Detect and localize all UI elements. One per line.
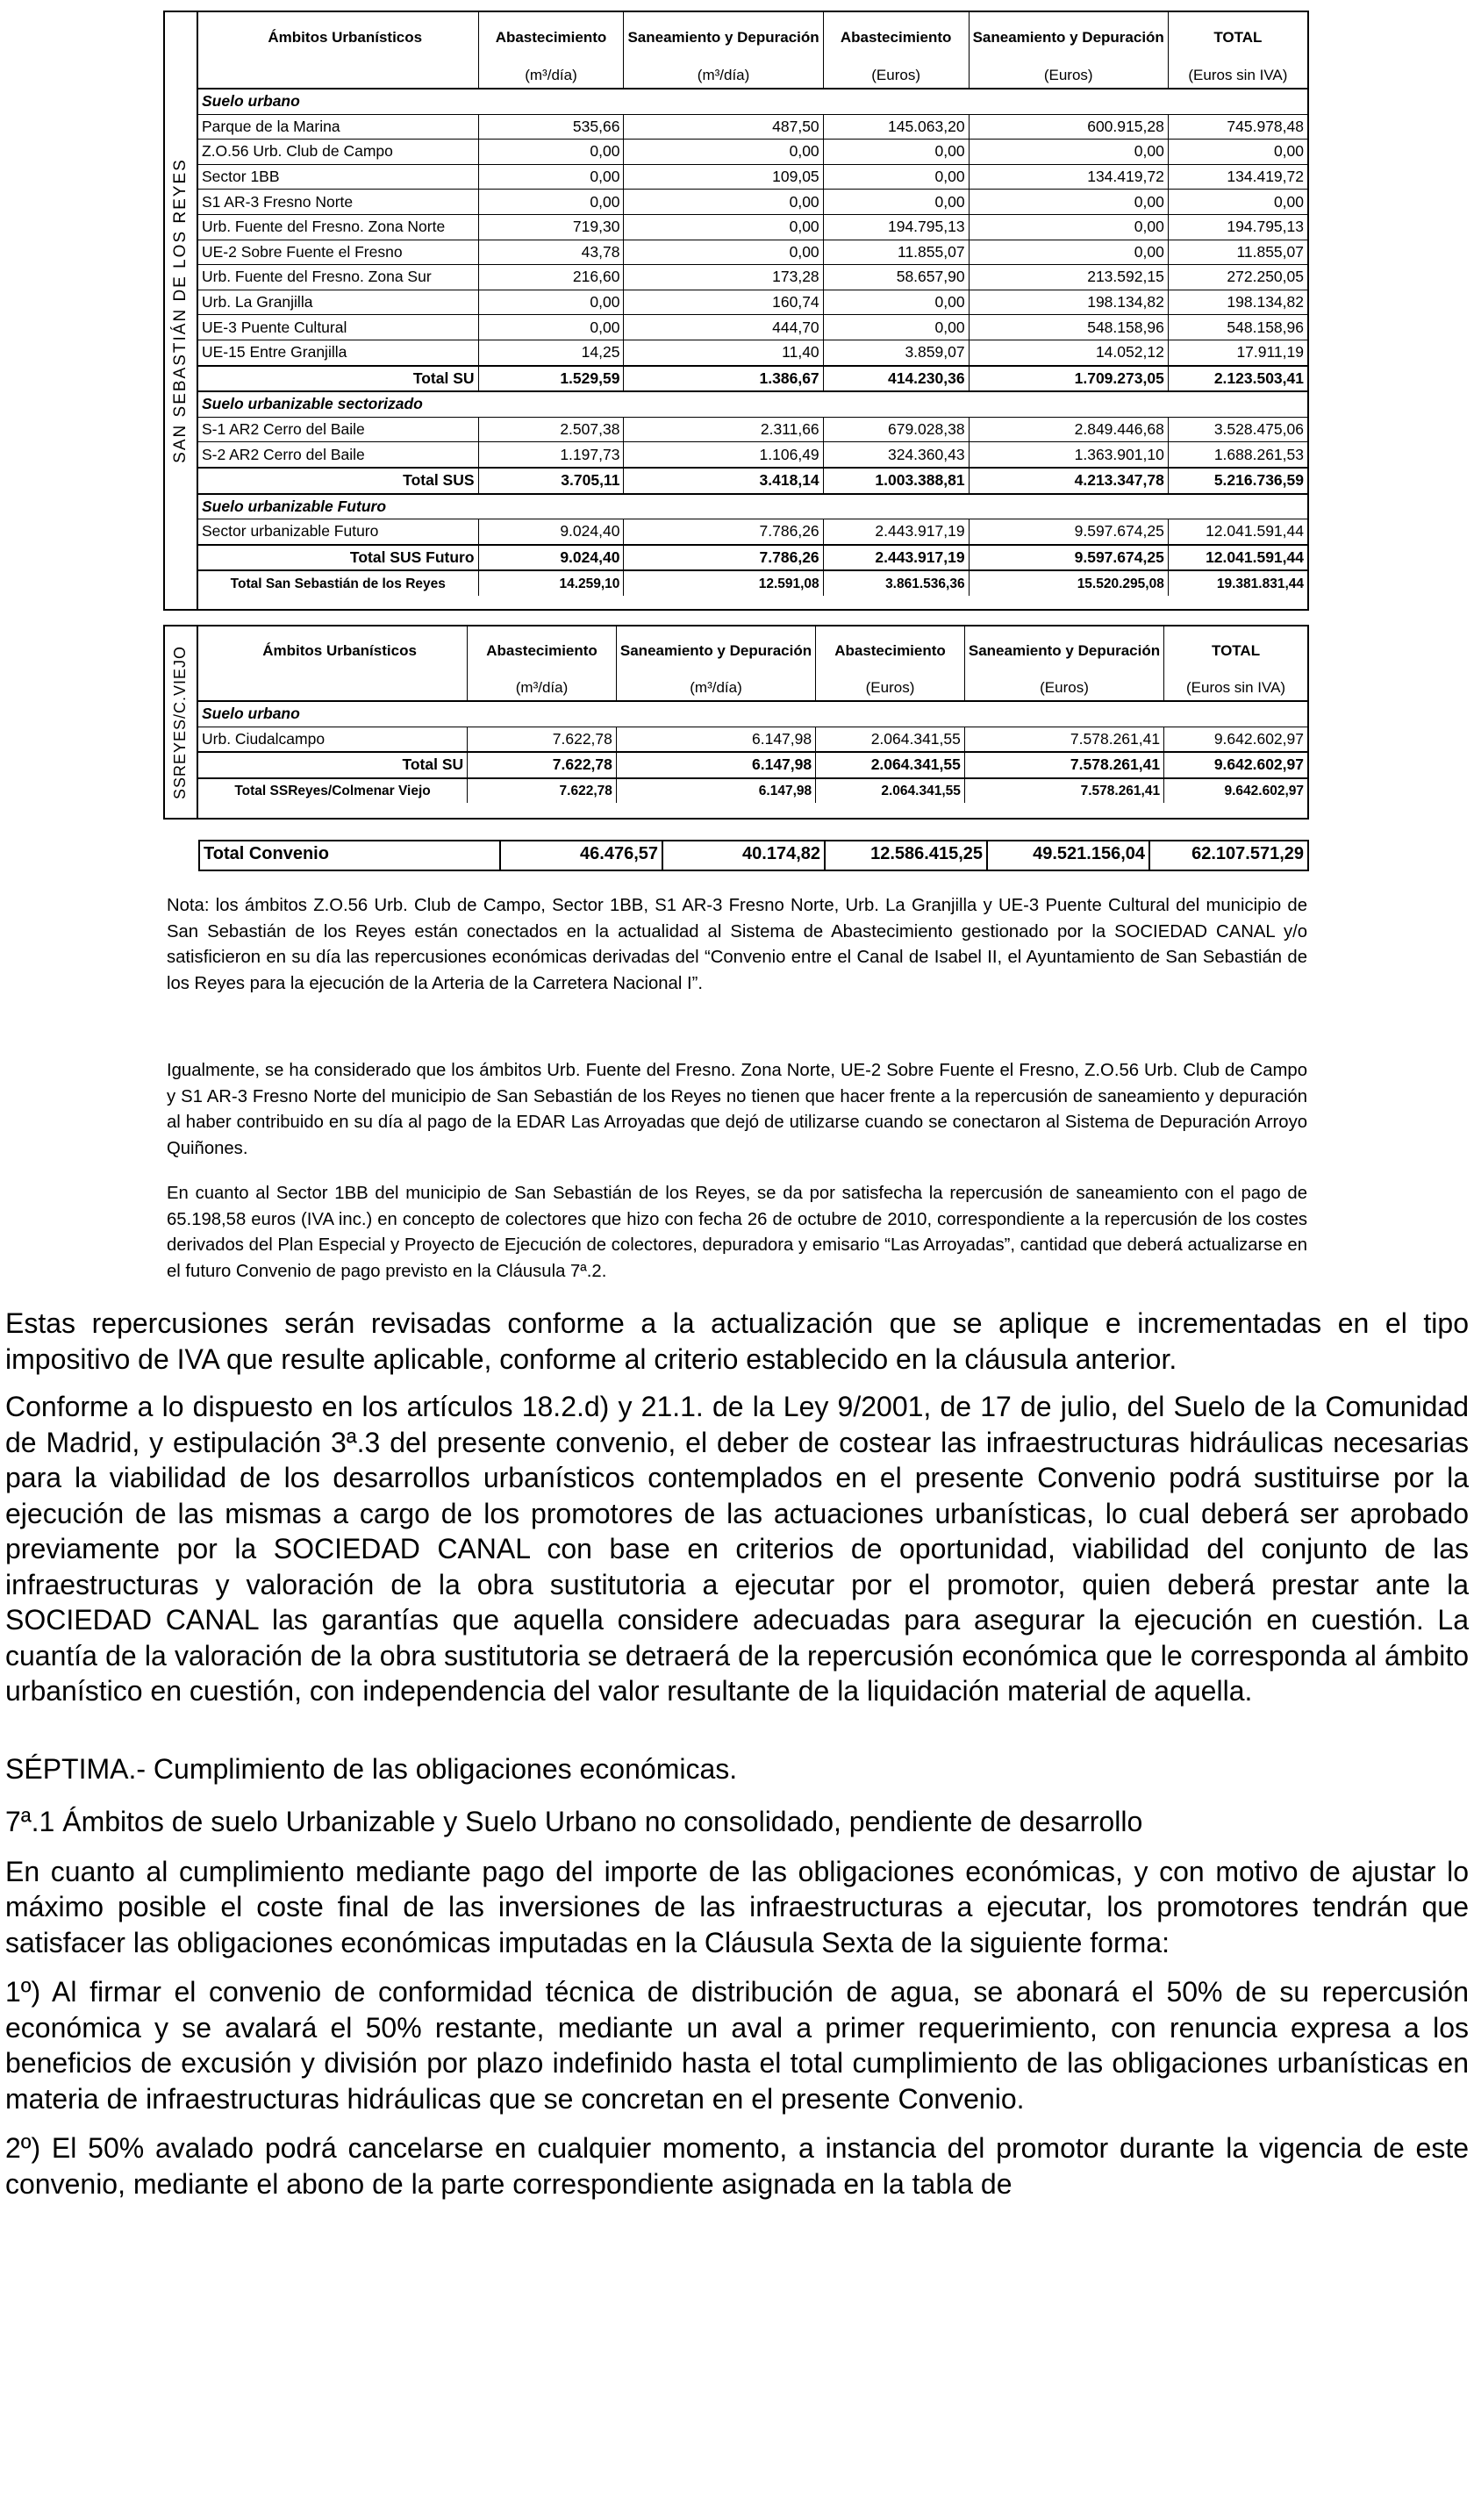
header-abastecimiento-m3: Abastecimiento <box>468 626 617 676</box>
saneamiento-m3: 7.786,26 <box>624 519 823 545</box>
abastecimiento-euros: 679.028,38 <box>823 417 969 442</box>
abastecimiento-euros: 0,00 <box>823 140 969 165</box>
body-text <box>5 1306 1469 2201</box>
table-row <box>198 442 1307 468</box>
abastecimiento-euros: 414.230,36 <box>823 366 969 392</box>
total-row <box>198 366 1307 392</box>
abastecimiento-m3: 43,78 <box>478 240 624 265</box>
note-3: En cuanto al Sector 1BB del municipio de San Sebastián de los Reyes, se da por satisfecha la repercusión de saneamiento con el pago de 65.198,58 euros (IVA inc.) en concepto de colectores que hizo con fecha 26 de octubre de 2010, correspondiente a la repercusión de los costes derivados del Plan Especial y Proyecto de Ejecución de colectores, depuradora y emisario “Las Arroyadas”, cantidad que deberá actualizarse en el futuro Convenio de pago previsto en la Cláusula 7ª.2. <box>167 1184 1307 1281</box>
section-heading-septima: SÉPTIMA.- Cumplimiento de las obligaciones económicas. <box>5 1752 738 1785</box>
abastecimiento-m3: 0,00 <box>478 140 624 165</box>
row-name: S-2 AR2 Cerro del Baile <box>198 442 478 468</box>
unit-euros-sin-iva: (Euros sin IVA) <box>1164 676 1307 701</box>
row-name: S-1 AR2 Cerro del Baile <box>198 417 478 442</box>
saneamiento-m3: 12.591,08 <box>624 570 823 596</box>
abastecimiento-m3: 216,60 <box>478 265 624 290</box>
total-convenio-label: Total Convenio <box>204 844 329 863</box>
abastecimiento-m3: 3.705,11 <box>478 468 624 494</box>
header-total: TOTAL <box>1168 12 1307 63</box>
paragraph-item-1: 1º) Al firmar el convenio de conformidad técnica de distribución de agua, se abonará el 50% de su repercusión económica y se avalará el 50% restante, mediante un aval a primer requerimiento, con renuncia expresa a los beneficios de excusión y división por plazo indefinido hasta el total cumplimiento de las obligaciones urbanísticas en materia de infraestructuras hidráulicas que se concretan en el presente Convenio. <box>5 1976 1469 2115</box>
saneamiento-m3: 487,50 <box>624 114 823 140</box>
total-euros: 5.216.736,59 <box>1168 468 1307 494</box>
total-row <box>198 778 1307 804</box>
abastecimiento-m3: 1.197,73 <box>478 442 624 468</box>
row-name: UE-2 Sobre Fuente el Fresno <box>198 240 478 265</box>
section-row <box>198 89 1307 114</box>
saneamiento-m3: 6.147,98 <box>616 752 815 778</box>
section-label: Suelo urbano <box>198 701 1307 727</box>
saneamiento-m3: 160,74 <box>624 290 823 315</box>
header-ambitos: Ámbitos Urbanísticos <box>262 642 417 659</box>
total-convenio-row <box>198 840 1309 871</box>
subsection-heading: 7ª.1 Ámbitos de suelo Urbanizable y Suelo Urbano no consolidado, pendiente de desarrollo <box>5 1806 1143 1837</box>
abastecimiento-m3: 14.259,10 <box>478 570 624 596</box>
total-euros: 198.134,82 <box>1168 290 1307 315</box>
total-row <box>198 545 1307 571</box>
table-row <box>198 315 1307 340</box>
saneamiento-euros: 4.213.347,78 <box>969 468 1168 494</box>
header-saneamiento-m3: Saneamiento y Depuración <box>624 12 823 63</box>
table-row <box>198 214 1307 240</box>
saneamiento-euros: 0,00 <box>969 140 1168 165</box>
total-euros: 0,00 <box>1168 190 1307 215</box>
table-row <box>198 519 1307 545</box>
total-euros: 9.642.602,97 <box>1164 778 1307 804</box>
row-name: Total SSReyes/Colmenar Viejo <box>198 778 468 804</box>
unit-euros: (Euros) <box>823 63 969 89</box>
abastecimiento-euros: 0,00 <box>823 164 969 190</box>
side-label: SAN SEBASTIÁN DE LOS REYES <box>165 12 198 609</box>
table-ssreyes-colmenar <box>163 625 1309 820</box>
header-saneamiento-euros: Saneamiento y Depuración <box>969 12 1168 63</box>
abastecimiento-m3: 535,66 <box>478 114 624 140</box>
row-name: UE-15 Entre Granjilla <box>198 340 478 365</box>
saneamiento-euros: 7.578.261,41 <box>964 727 1163 752</box>
saneamiento-euros: 2.849.446,68 <box>969 417 1168 442</box>
row-name: Parque de la Marina <box>198 114 478 140</box>
unit-euros: (Euros) <box>816 676 965 701</box>
total-convenio-abast-m3: 46.476,57 <box>499 841 662 870</box>
abastecimiento-euros: 0,00 <box>823 315 969 340</box>
abastecimiento-m3: 1.529,59 <box>478 366 624 392</box>
abastecimiento-euros: 1.003.388,81 <box>823 468 969 494</box>
paragraph-ley: Conforme a lo dispuesto en los artículos 18.2.d) y 21.1. de la Ley 9/2001, de 17 de julio, del Suelo de la Comunidad de Madrid, y estipulación 3ª.3 del presente convenio, el deber de costear las infraestructuras hidráulicas necesarias para la viabilidad de los desarrollos urbanísticos contemplados en el presente Convenio podrá sustituirse por la ejecución de las mismas a cargo de los promotores de las actuaciones urbanísticas, lo cual deberá ser aprobado previamente por la SOCIEDAD CANAL con base en criterios de oportunidad, viabilidad del conjunto de las infraestructuras y valoración de la obra sustitutoria a ejecutar por el promotor, quien deberá prestar ante la SOCIEDAD CANAL las garantías que aquella considere adecuadas para asegurar la ejecución en cuestión. La cuantía de la valoración de la obra sustitutoria se detraerá de la repercusión económica que le corresponda al ámbito urbanístico en cuestión, con independencia del valor resultante de la liquidación material de aquella. <box>5 1391 1469 1707</box>
header-abastecimiento-euros: Abastecimiento <box>816 626 965 676</box>
abastecimiento-m3: 9.024,40 <box>478 519 624 545</box>
units-row <box>198 676 1307 701</box>
table-row <box>198 265 1307 290</box>
abastecimiento-m3: 14,25 <box>478 340 624 365</box>
abastecimiento-euros: 145.063,20 <box>823 114 969 140</box>
total-convenio-san-m3: 40.174,82 <box>662 841 824 870</box>
saneamiento-euros: 134.419,72 <box>969 164 1168 190</box>
row-name: Urb. Ciudalcampo <box>198 727 468 752</box>
row-name: Total SUS <box>198 468 478 494</box>
saneamiento-euros: 0,00 <box>969 190 1168 215</box>
total-convenio-abast-eur: 12.586.415,25 <box>824 841 986 870</box>
table-row <box>198 290 1307 315</box>
total-row <box>198 468 1307 494</box>
abastecimiento-m3: 9.024,40 <box>478 545 624 571</box>
note-1: Nota: los ámbitos Z.O.56 Urb. Club de Campo, Sector 1BB, S1 AR-3 Fresno Norte, Urb. La Granjilla y UE-3 Puente Cultural del municipio de San Sebastián de los Reyes están conectados en la actualidad al Sistema de Abastecimiento gestionado por la SOCIEDAD CANAL y/o satisficieron en su día las repercusiones económicas derivadas del “Convenio entre el Canal de Isabel II, el Ayuntamiento de San Sebastián de los Reyes para la ejecución de la Arteria de la Carretera Nacional I”. <box>167 896 1307 993</box>
unit-m3: (m³/día) <box>468 676 617 701</box>
abastecimiento-m3: 0,00 <box>478 164 624 190</box>
abastecimiento-m3: 2.507,38 <box>478 417 624 442</box>
abastecimiento-euros: 2.443.917,19 <box>823 545 969 571</box>
saneamiento-euros: 7.578.261,41 <box>964 778 1163 804</box>
row-name: UE-3 Puente Cultural <box>198 315 478 340</box>
abastecimiento-m3: 7.622,78 <box>468 752 617 778</box>
total-euros: 134.419,72 <box>1168 164 1307 190</box>
saneamiento-m3: 109,05 <box>624 164 823 190</box>
abastecimiento-m3: 719,30 <box>478 214 624 240</box>
units-row <box>198 63 1307 89</box>
abastecimiento-euros: 2.443.917,19 <box>823 519 969 545</box>
total-euros: 12.041.591,44 <box>1168 545 1307 571</box>
header-saneamiento-m3: Saneamiento y Depuración <box>616 626 815 676</box>
abastecimiento-euros: 58.657,90 <box>823 265 969 290</box>
table-row <box>198 417 1307 442</box>
saneamiento-m3: 3.418,14 <box>624 468 823 494</box>
saneamiento-m3: 1.106,49 <box>624 442 823 468</box>
header-saneamiento-euros: Saneamiento y Depuración <box>964 626 1163 676</box>
section-row <box>198 391 1307 417</box>
total-convenio-total: 62.107.571,29 <box>1148 841 1307 870</box>
abastecimiento-euros: 0,00 <box>823 190 969 215</box>
table-row <box>198 114 1307 140</box>
abastecimiento-euros: 3.861.536,36 <box>823 570 969 596</box>
total-euros: 272.250,05 <box>1168 265 1307 290</box>
saneamiento-euros: 198.134,82 <box>969 290 1168 315</box>
section-row <box>198 701 1307 727</box>
table-san-sebastian <box>163 11 1309 611</box>
saneamiento-euros: 14.052,12 <box>969 340 1168 365</box>
unit-euros-sin-iva: (Euros sin IVA) <box>1168 63 1307 89</box>
total-euros: 548.158,96 <box>1168 315 1307 340</box>
saneamiento-euros: 1.709.273,05 <box>969 366 1168 392</box>
abastecimiento-euros: 2.064.341,55 <box>816 778 965 804</box>
row-name: Urb. La Granjilla <box>198 290 478 315</box>
total-euros: 17.911,19 <box>1168 340 1307 365</box>
total-euros: 9.642.602,97 <box>1164 752 1307 778</box>
row-name: S1 AR-3 Fresno Norte <box>198 190 478 215</box>
table-row <box>198 190 1307 215</box>
total-row <box>198 752 1307 778</box>
saneamiento-m3: 6.147,98 <box>616 778 815 804</box>
section-row <box>198 494 1307 519</box>
abastecimiento-m3: 7.622,78 <box>468 727 617 752</box>
row-name: Z.O.56 Urb. Club de Campo <box>198 140 478 165</box>
abastecimiento-euros: 324.360,43 <box>823 442 969 468</box>
abastecimiento-m3: 0,00 <box>478 190 624 215</box>
total-convenio-san-eur: 49.521.156,04 <box>986 841 1148 870</box>
saneamiento-m3: 6.147,98 <box>616 727 815 752</box>
saneamiento-m3: 0,00 <box>624 190 823 215</box>
table-row <box>198 164 1307 190</box>
saneamiento-euros: 600.915,28 <box>969 114 1168 140</box>
row-name: Total SU <box>198 366 478 392</box>
header-ambitos: Ámbitos Urbanísticos <box>268 29 423 46</box>
saneamiento-m3: 11,40 <box>624 340 823 365</box>
saneamiento-euros: 1.363.901,10 <box>969 442 1168 468</box>
saneamiento-euros: 548.158,96 <box>969 315 1168 340</box>
row-name: Total SUS Futuro <box>198 545 478 571</box>
header-total: TOTAL <box>1164 626 1307 676</box>
table-row <box>198 140 1307 165</box>
saneamiento-m3: 1.386,67 <box>624 366 823 392</box>
table-row <box>198 727 1307 752</box>
units-empty <box>198 63 478 89</box>
section-label: Suelo urbanizable sectorizado <box>198 391 1307 417</box>
unit-m3: (m³/día) <box>478 63 624 89</box>
abastecimiento-euros: 194.795,13 <box>823 214 969 240</box>
total-euros: 2.123.503,41 <box>1168 366 1307 392</box>
total-euros: 194.795,13 <box>1168 214 1307 240</box>
saneamiento-m3: 7.786,26 <box>624 545 823 571</box>
unit-euros: (Euros) <box>964 676 1163 701</box>
saneamiento-m3: 0,00 <box>624 214 823 240</box>
unit-m3: (m³/día) <box>624 63 823 89</box>
saneamiento-euros: 15.520.295,08 <box>969 570 1168 596</box>
total-euros: 0,00 <box>1168 140 1307 165</box>
abastecimiento-m3: 0,00 <box>478 290 624 315</box>
abastecimiento-euros: 3.859,07 <box>823 340 969 365</box>
abastecimiento-euros: 2.064.341,55 <box>816 727 965 752</box>
total-euros: 9.642.602,97 <box>1164 727 1307 752</box>
abastecimiento-euros: 11.855,07 <box>823 240 969 265</box>
saneamiento-euros: 7.578.261,41 <box>964 752 1163 778</box>
section-label: Suelo urbano <box>198 89 1307 114</box>
row-name: Urb. Fuente del Fresno. Zona Norte <box>198 214 478 240</box>
side-label: SSREYES/C.VIEJO <box>165 626 198 818</box>
total-euros: 11.855,07 <box>1168 240 1307 265</box>
saneamiento-m3: 0,00 <box>624 240 823 265</box>
note-2: Igualmente, se ha considerado que los ámbitos Urb. Fuente del Fresno. Zona Norte, UE-2 Sobre Fuente el Fresno, Z.O.56 Urb. Club de Campo y S1 AR-3 Fresno Norte del municipio de San Sebastián de los Reyes no tienen que hacer frente a la repercusión de saneamiento y depuración al haber contribuido en su día al pago de la EDAR Las Arroyadas que dejó de utilizarse cuando se conectaron al Sistema de Depuración Arroyo Quiñones. <box>167 1061 1307 1158</box>
table-body <box>198 626 1307 803</box>
header-abastecimiento-euros: Abastecimiento <box>823 12 969 63</box>
paragraph-cumplimiento: En cuanto al cumplimiento mediante pago del importe de las obligaciones económicas, y con motivo de ajustar lo máximo posible el coste final de las inversiones de las infraestructuras a ejecutar, los promotores tendrán que satisfacer las obligaciones económicas imputadas en la Cláusula Sexta de la siguiente forma: <box>5 1855 1469 1958</box>
total-euros: 19.381.831,44 <box>1168 570 1307 596</box>
row-name: Urb. Fuente del Fresno. Zona Sur <box>198 265 478 290</box>
saneamiento-m3: 2.311,66 <box>624 417 823 442</box>
paragraph-item-2: 2º) El 50% avalado podrá cancelarse en cualquier momento, a instancia del promotor durante la vigencia de este convenio, mediante el abono de la parte correspondiente asignada en la tabla de <box>5 2132 1469 2200</box>
unit-m3: (m³/día) <box>616 676 815 701</box>
row-name: Total San Sebastián de los Reyes <box>198 570 478 596</box>
row-name: Sector urbanizable Futuro <box>198 519 478 545</box>
abastecimiento-euros: 0,00 <box>823 290 969 315</box>
abastecimiento-m3: 7.622,78 <box>468 778 617 804</box>
saneamiento-euros: 0,00 <box>969 240 1168 265</box>
total-euros: 1.688.261,53 <box>1168 442 1307 468</box>
header-abastecimiento-m3: Abastecimiento <box>478 12 624 63</box>
header-row <box>198 12 1307 63</box>
total-euros: 3.528.475,06 <box>1168 417 1307 442</box>
saneamiento-m3: 0,00 <box>624 140 823 165</box>
table-body <box>198 12 1307 596</box>
table-row <box>198 340 1307 365</box>
total-euros: 745.978,48 <box>1168 114 1307 140</box>
abastecimiento-euros: 2.064.341,55 <box>816 752 965 778</box>
saneamiento-m3: 444,70 <box>624 315 823 340</box>
total-euros: 12.041.591,44 <box>1168 519 1307 545</box>
saneamiento-euros: 0,00 <box>969 214 1168 240</box>
unit-euros: (Euros) <box>969 63 1168 89</box>
abastecimiento-m3: 0,00 <box>478 315 624 340</box>
saneamiento-euros: 9.597.674,25 <box>969 545 1168 571</box>
row-name: Sector 1BB <box>198 164 478 190</box>
section-label: Suelo urbanizable Futuro <box>198 494 1307 519</box>
units-empty <box>198 676 468 701</box>
header-row <box>198 626 1307 676</box>
saneamiento-m3: 173,28 <box>624 265 823 290</box>
saneamiento-euros: 9.597.674,25 <box>969 519 1168 545</box>
total-row <box>198 570 1307 596</box>
paragraph-revision: Estas repercusiones serán revisadas conforme a la actualización que se aplique e incrementadas en el tipo impositivo de IVA que resulte aplicable, conforme al criterio establecido en la cláusula anterior. <box>5 1307 1469 1375</box>
row-name: Total SU <box>198 752 468 778</box>
saneamiento-euros: 213.592,15 <box>969 265 1168 290</box>
table-row <box>198 240 1307 265</box>
